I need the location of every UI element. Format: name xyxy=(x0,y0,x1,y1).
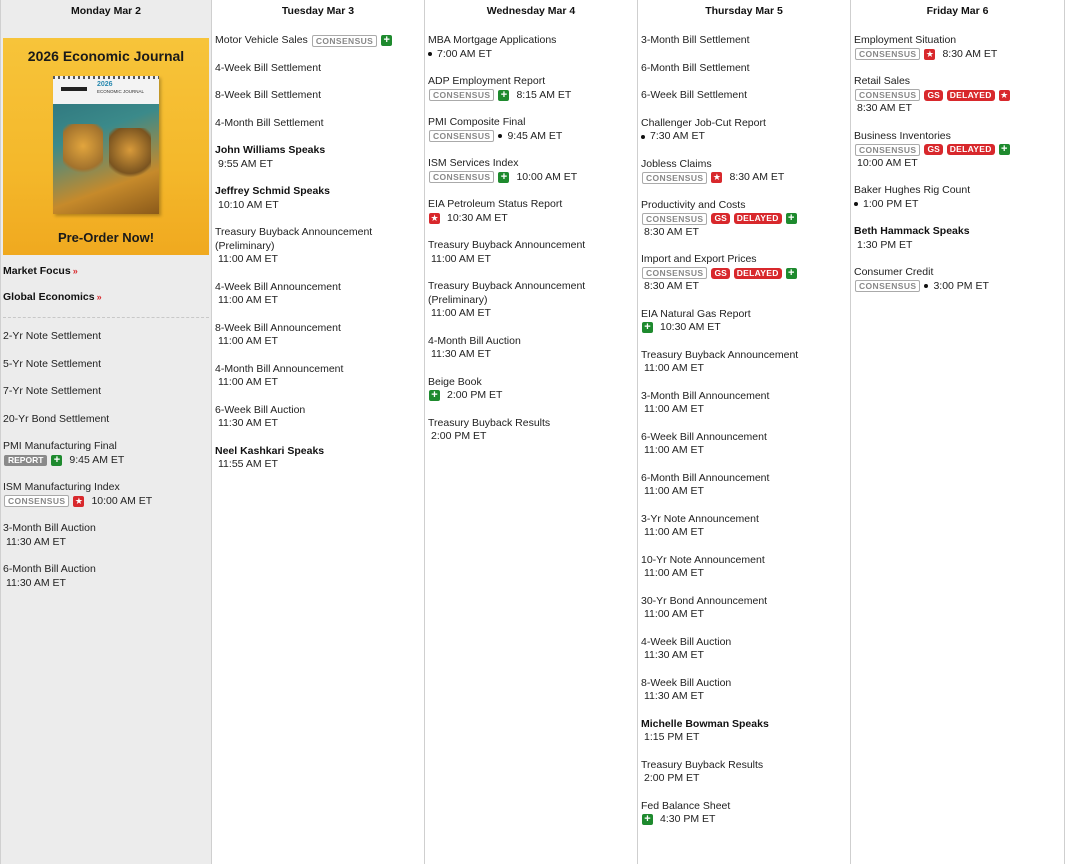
day-header: Friday Mar 6 xyxy=(851,0,1064,22)
delayed-badge: DELAYED xyxy=(734,213,782,224)
event-item[interactable]: Jobless Claims CONSENSUS ★ 8:30 AM ET xyxy=(641,157,785,183)
event-item[interactable]: Beige Book + 2:00 PM ET xyxy=(428,375,503,402)
event-item[interactable]: 10-Yr Note Announcement 11:00 AM ET xyxy=(641,553,765,579)
day-column-wednesday xyxy=(425,0,638,864)
event-item[interactable]: 4-Week Bill Announcement 11:00 AM ET xyxy=(215,280,341,306)
event-item[interactable]: MBA Mortgage Applications 7:00 AM ET xyxy=(428,34,557,60)
plus-icon: + xyxy=(999,144,1010,155)
day-header: Wednesday Mar 4 xyxy=(425,0,637,22)
bullet-icon xyxy=(641,135,645,139)
day-header: Monday Mar 2 xyxy=(1,0,211,22)
plus-icon: + xyxy=(642,814,653,825)
star-icon: ★ xyxy=(430,212,439,223)
consensus-badge[interactable]: CONSENSUS xyxy=(429,130,494,142)
consensus-badge[interactable]: CONSENSUS xyxy=(4,495,69,507)
day-column-friday xyxy=(851,0,1065,864)
event-item[interactable]: 6-Month Bill Auction 11:30 AM ET xyxy=(3,563,96,589)
day-column-monday xyxy=(1,0,212,864)
event-item[interactable]: 4-Month Bill Settlement xyxy=(215,116,324,129)
event-item[interactable]: PMI Manufacturing Final REPORT + 9:45 AM ET xyxy=(3,440,125,466)
event-item[interactable]: 8-Week Bill Auction 11:30 AM ET xyxy=(641,676,732,702)
bear-image xyxy=(109,128,151,183)
event-item[interactable]: 7-Yr Note Settlement xyxy=(3,385,102,397)
event-item[interactable]: 3-Month Bill Settlement xyxy=(641,34,750,46)
plus-icon: + xyxy=(498,90,509,101)
event-item[interactable]: 20-Yr Bond Settlement xyxy=(3,412,110,425)
event-item[interactable]: 3-Yr Note Announcement 11:00 AM ET xyxy=(641,512,759,538)
event-item[interactable]: Michelle Bowman Speaks 1:15 PM ET xyxy=(641,717,769,743)
bull-image xyxy=(63,124,103,179)
divider xyxy=(3,317,209,318)
book-subtitle: ECONOMIC JOURNAL xyxy=(97,89,145,94)
event-item[interactable]: 30-Yr Bond Announcement 11:00 AM ET xyxy=(641,594,768,620)
preorder-cta[interactable]: Pre-Order Now! xyxy=(57,230,155,245)
consensus-badge[interactable]: CONSENSUS xyxy=(642,267,707,279)
consensus-badge[interactable]: CONSENSUS xyxy=(855,89,920,101)
arrow-icon: » xyxy=(72,266,78,276)
event-item[interactable]: Treasury Buyback Results 2:00 PM ET xyxy=(641,758,764,784)
gs-badge[interactable]: GS xyxy=(924,144,942,155)
bullet-icon xyxy=(498,134,502,138)
delayed-badge: DELAYED xyxy=(947,144,995,155)
gs-badge[interactable]: GS xyxy=(711,213,729,224)
event-item[interactable]: 6-Month Bill Settlement xyxy=(641,61,750,74)
plus-icon: + xyxy=(786,213,797,224)
event-item[interactable]: Productivity and Costs CONSENSUS GS DELAYED + 8:30 AM ET xyxy=(641,199,848,240)
plus-icon: + xyxy=(429,390,440,401)
event-item[interactable]: 8-Week Bill Announcement 11:00 AM ET xyxy=(215,321,341,347)
day-header: Thursday Mar 5 xyxy=(638,0,850,22)
event-item[interactable]: Consumer Credit CONSENSUS 3:00 PM ET xyxy=(854,266,989,292)
gs-badge[interactable]: GS xyxy=(711,268,729,279)
consensus-badge[interactable]: CONSENSUS xyxy=(855,280,920,292)
plus-icon: + xyxy=(381,35,392,46)
plus-icon: + xyxy=(51,455,62,466)
event-item[interactable]: EIA Natural Gas Report + 10:30 AM ET xyxy=(641,307,751,334)
event-item[interactable]: 5-Yr Note Settlement xyxy=(3,357,102,370)
consensus-badge[interactable]: CONSENSUS xyxy=(429,89,494,101)
event-item[interactable]: 4-Month Bill Announcement 11:00 AM ET xyxy=(215,362,344,388)
event-item[interactable]: 6-Month Bill Announcement 11:00 AM ET xyxy=(641,471,770,497)
consensus-badge[interactable]: CONSENSUS xyxy=(312,35,377,47)
event-item[interactable]: ADP Employment Report CONSENSUS + 8:15 AM ET xyxy=(428,75,572,101)
event-item[interactable]: Treasury Buyback Announcement 11:00 AM ET xyxy=(428,239,586,265)
event-item[interactable]: Treasury Buyback Announcement 11:00 AM ET xyxy=(641,348,799,374)
arrow-icon: » xyxy=(96,292,102,302)
consensus-badge[interactable]: CONSENSUS xyxy=(429,171,494,183)
star-icon: ★ xyxy=(925,48,934,59)
event-item[interactable]: 3-Month Bill Auction 11:30 AM ET xyxy=(3,522,96,548)
event-item[interactable]: Import and Export Prices CONSENSUS GS DELAYED + 8:30 AM ET xyxy=(641,253,848,294)
event-item[interactable]: Treasury Buyback Announcement (Preliminary) 11:00 AM ET xyxy=(215,226,373,265)
event-item[interactable]: Jeffrey Schmid Speaks 10:10 AM ET xyxy=(215,185,330,211)
consensus-badge[interactable]: CONSENSUS xyxy=(855,144,920,156)
event-item[interactable]: 4-Month Bill Auction 11:30 AM ET xyxy=(428,334,521,360)
book-title: 2026 xyxy=(97,81,113,88)
consensus-badge[interactable]: CONSENSUS xyxy=(642,213,707,225)
bullet-icon xyxy=(428,52,432,56)
event-item[interactable]: Neel Kashkari Speaks 11:55 AM ET xyxy=(215,444,325,470)
event-item[interactable]: Retail Sales CONSENSUS GS DELAYED ★ 8:30 AM ET xyxy=(854,75,1009,114)
event-item[interactable]: 6-Week Bill Announcement 11:00 AM ET xyxy=(641,430,767,456)
event-item[interactable]: Motor Vehicle Sales CONSENSUS + xyxy=(215,34,422,48)
event-item[interactable]: ISM Manufacturing Index CONSENSUS ★ 10:00 AM ET xyxy=(3,481,153,507)
event-item[interactable]: ISM Services Index CONSENSUS + 10:00 AM ET xyxy=(428,157,578,183)
day-column-thursday xyxy=(638,0,851,864)
report-badge[interactable]: REPORT xyxy=(4,455,47,466)
event-item[interactable]: PMI Composite Final CONSENSUS 9:45 AM ET xyxy=(428,116,563,142)
day-header: Tuesday Mar 3 xyxy=(212,0,424,22)
event-item[interactable]: 3-Month Bill Announcement 11:00 AM ET xyxy=(641,389,770,415)
event-item[interactable]: 4-Week Bill Settlement xyxy=(215,61,322,74)
star-icon: ★ xyxy=(712,172,721,183)
event-item[interactable]: Treasury Buyback Results 2:00 PM ET xyxy=(428,416,551,442)
consensus-badge[interactable]: CONSENSUS xyxy=(855,48,920,60)
plus-icon: + xyxy=(498,172,509,183)
journal-cover-image xyxy=(53,76,159,214)
plus-icon: + xyxy=(642,322,653,333)
promo-banner[interactable] xyxy=(3,38,209,255)
event-item[interactable]: EIA Petroleum Status Report ★ 10:30 AM ET xyxy=(428,198,563,224)
plus-icon: + xyxy=(786,268,797,279)
star-icon: ★ xyxy=(1000,89,1009,100)
bullet-icon xyxy=(924,284,928,288)
event-item[interactable]: Beth Hammack Speaks 1:30 PM ET xyxy=(854,225,970,251)
event-item[interactable]: Baker Hughes Rig Count 1:00 PM ET xyxy=(854,184,971,210)
event-item[interactable]: Business Inventories CONSENSUS GS DELAYED + 10:00 AM ET xyxy=(854,130,1062,171)
consensus-badge[interactable]: CONSENSUS xyxy=(642,172,707,184)
event-item[interactable]: Treasury Buyback Announcement (Preliminary) 11:00 AM ET xyxy=(428,280,586,319)
gs-badge[interactable]: GS xyxy=(924,90,942,101)
event-item[interactable]: 8-Week Bill Settlement xyxy=(215,89,322,101)
day-column-tuesday xyxy=(212,0,425,864)
event-item[interactable]: 6-Week Bill Settlement xyxy=(641,89,748,101)
delayed-badge: DELAYED xyxy=(947,90,995,101)
star-icon: ★ xyxy=(74,495,83,506)
bullet-icon xyxy=(854,202,858,206)
event-item[interactable]: Challenger Job-Cut Report 7:30 AM ET xyxy=(641,116,766,142)
event-item[interactable]: 4-Week Bill Auction 11:30 AM ET xyxy=(641,635,732,661)
event-item[interactable]: 6-Week Bill Auction 11:30 AM ET xyxy=(215,403,306,429)
event-item[interactable]: Fed Balance Sheet + 4:30 PM ET xyxy=(641,799,731,826)
global-economics-link[interactable]: Global Economics » xyxy=(3,291,102,303)
promo-title: 2026 Economic Journal xyxy=(27,48,185,64)
event-item[interactable]: John Williams Speaks 9:55 AM ET xyxy=(215,144,326,170)
market-focus-link[interactable]: Market Focus » xyxy=(3,265,78,277)
event-item[interactable]: 2-Yr Note Settlement xyxy=(3,330,102,342)
event-item[interactable]: Employment Situation CONSENSUS ★ 8:30 AM ET xyxy=(854,34,998,60)
delayed-badge: DELAYED xyxy=(734,268,782,279)
